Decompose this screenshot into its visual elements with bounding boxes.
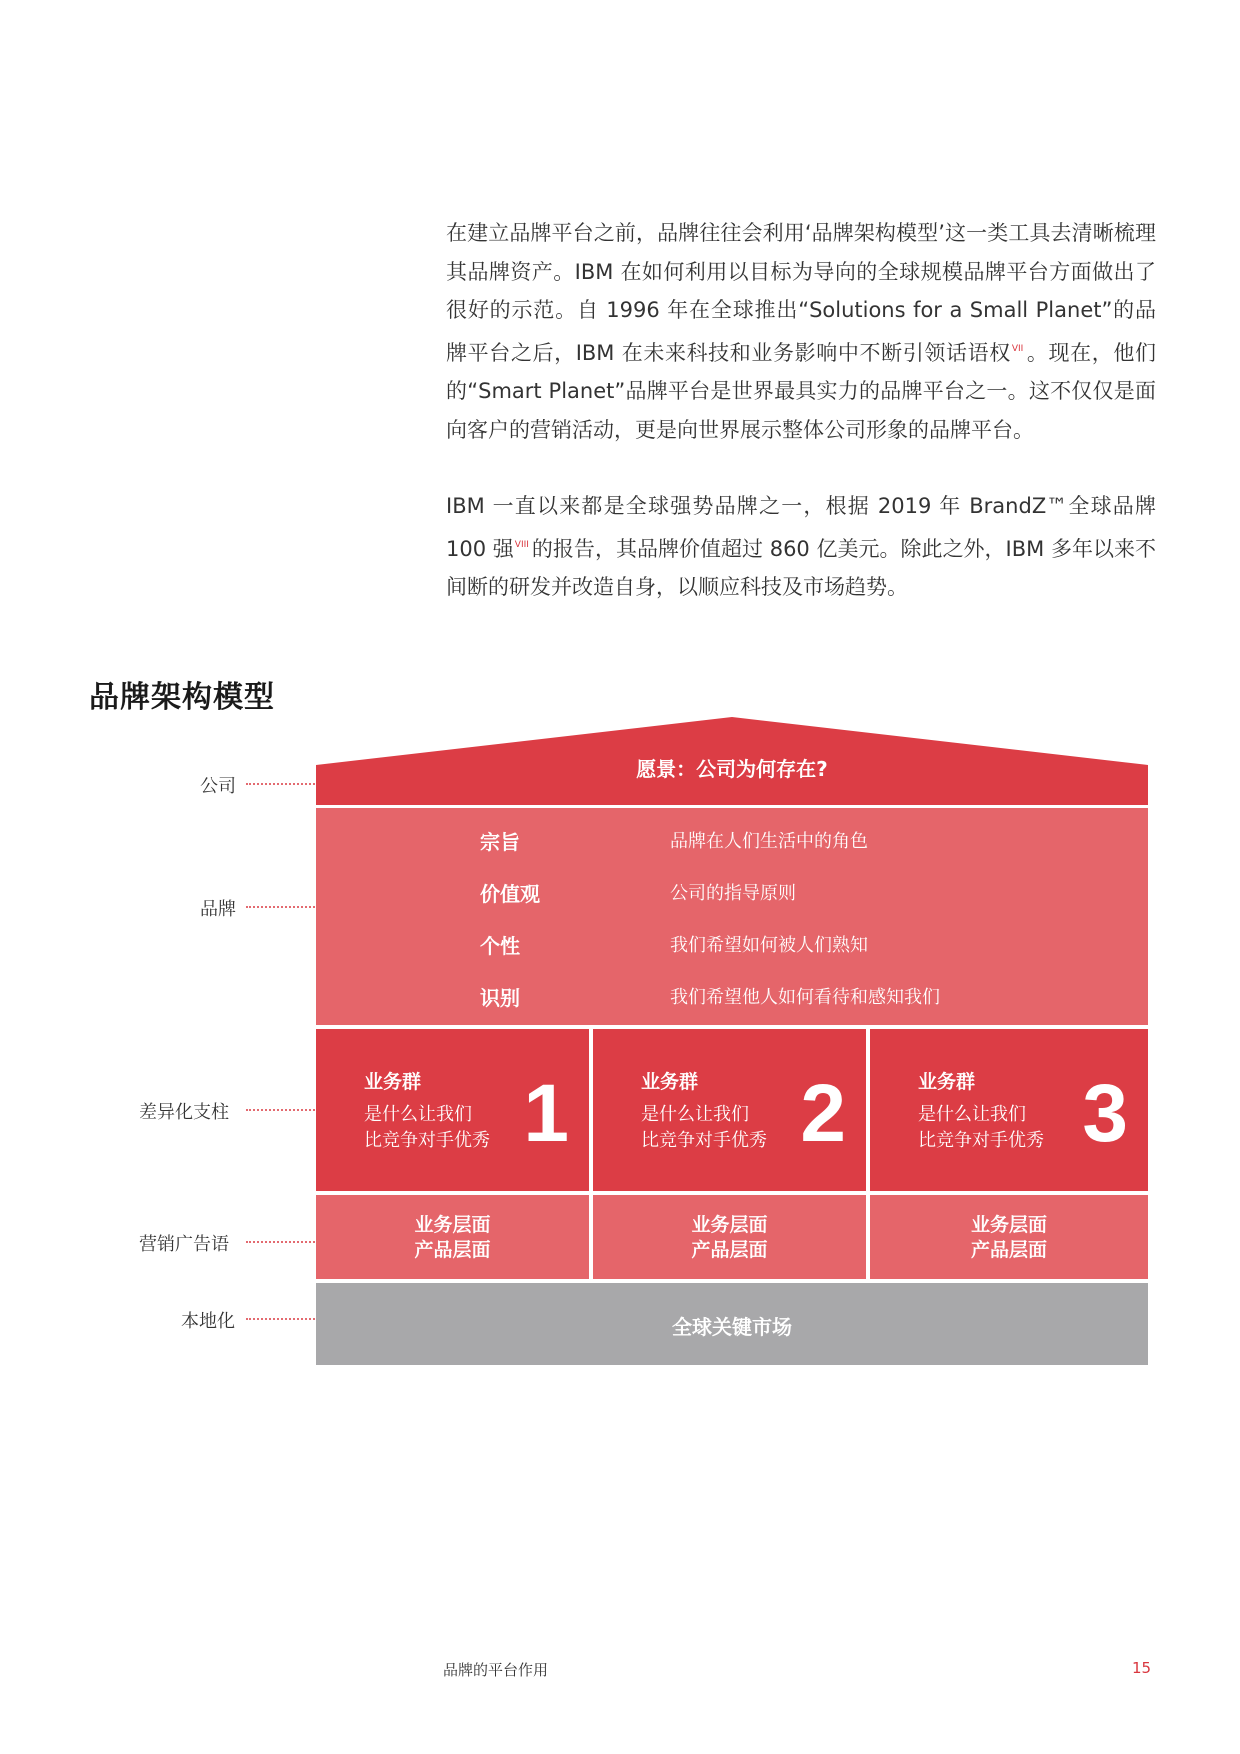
- tagline-box-3: [870, 1195, 1148, 1279]
- footer-title: 品牌的平台作用: [443, 1661, 549, 1679]
- side-label-brand: 品牌: [200, 899, 236, 920]
- pillar-title: 业务群: [918, 1071, 976, 1093]
- tagline-line: 业务层面: [414, 1214, 491, 1236]
- pillar-desc-line: 比竞争对手优秀: [918, 1130, 1044, 1151]
- footnote-marker: VII: [1011, 343, 1024, 354]
- tagline-line: 产品层面: [414, 1239, 491, 1261]
- pillar-2: [593, 1029, 866, 1191]
- tagline-box-2: [593, 1195, 866, 1279]
- brand-value: 我们希望如何被人们熟知: [670, 935, 868, 956]
- pillar-desc-line: 比竞争对手优秀: [364, 1130, 490, 1151]
- intro-text: [446, 214, 1156, 607]
- intro-p1-text-a: 在建立品牌平台之前，品牌往往会利用‘品牌架构模型’这一类工具去清晰梳理其品牌资产。IBM 在如何利用以目标为导向的全球规模品牌平台方面做出了很好的示范。自 1996 年在全球推出“Solutions for a Small Planet”的品牌平台之后，IBM 在未来科技和业务影响中不断引领话语权: [446, 221, 1156, 365]
- brand-key: 宗旨: [480, 830, 520, 854]
- diagram-title: 品牌架构模型: [89, 680, 275, 715]
- side-label-tagline: 营销广告语: [139, 1234, 229, 1255]
- brand-box: [316, 808, 1148, 1025]
- brand-key: 价值观: [480, 882, 540, 906]
- brand-value: 我们希望他人如何看待和感知我们: [670, 987, 940, 1008]
- pillar-number: 1: [523, 1068, 569, 1159]
- pillar-number: 3: [1082, 1068, 1128, 1159]
- brand-key: 个性: [480, 934, 520, 958]
- pillar-desc-line: 是什么让我们: [918, 1104, 1026, 1125]
- pillar-title: 业务群: [641, 1071, 699, 1093]
- tagline-box-1: [316, 1195, 589, 1279]
- pillar-desc-line: 是什么让我们: [641, 1104, 749, 1125]
- pillar-desc-line: 是什么让我们: [364, 1104, 472, 1125]
- side-label-company: 公司: [200, 776, 236, 797]
- pillar-title: 业务群: [364, 1071, 422, 1093]
- side-label-local: 本地化: [181, 1311, 235, 1332]
- intro-paragraph-2: [446, 487, 1156, 607]
- pillar-description: [364, 1102, 490, 1154]
- brand-row: [316, 930, 1148, 960]
- intro-paragraph-1: [446, 214, 1156, 449]
- pillar-description: [918, 1102, 1044, 1154]
- localization-bar: [316, 1283, 1148, 1365]
- tagline-line: 产品层面: [970, 1239, 1047, 1261]
- side-label-pillars: 差异化支柱: [139, 1102, 229, 1123]
- tagline-line: 业务层面: [970, 1214, 1047, 1236]
- vision-text: 愿景：公司为何存在?: [636, 757, 828, 781]
- tagline-line: 产品层面: [691, 1239, 768, 1261]
- pillar-3: [870, 1029, 1148, 1191]
- footnote-marker: VIII: [514, 539, 529, 550]
- brand-row: [316, 826, 1148, 856]
- intro-p2-text-a: IBM 一直以来都是全球强势品牌之一，根据 2019 年 BrandZ™全球品牌 100 强: [446, 494, 1156, 561]
- localization-text: 全球关键市场: [672, 1315, 792, 1339]
- brand-value: 公司的指导原则: [670, 883, 796, 904]
- brand-row: [316, 982, 1148, 1012]
- pillar-1: [316, 1029, 589, 1191]
- page-number: 15: [1132, 1659, 1152, 1677]
- brand-key: 识别: [480, 986, 520, 1010]
- pillar-description: [641, 1102, 767, 1154]
- pillar-number: 2: [800, 1068, 846, 1159]
- brand-row: [316, 878, 1148, 908]
- intro-p1-text-b: 。现在，他们的“Smart Planet”品牌平台是世界最具实力的品牌平台之一。这不仅仅是面向客户的营销活动，更是向世界展示整体公司形象的品牌平台。: [446, 340, 1156, 442]
- brand-value: 品牌在人们生活中的角色: [670, 831, 868, 852]
- intro-p2-text-b: 的报告，其品牌价值超过 860 亿美元。除此之外，IBM 多年以来不间断的研发并改造自身，以顺应科技及市场趋势。: [446, 536, 1156, 599]
- pillar-desc-line: 比竞争对手优秀: [641, 1130, 767, 1151]
- tagline-line: 业务层面: [691, 1214, 768, 1236]
